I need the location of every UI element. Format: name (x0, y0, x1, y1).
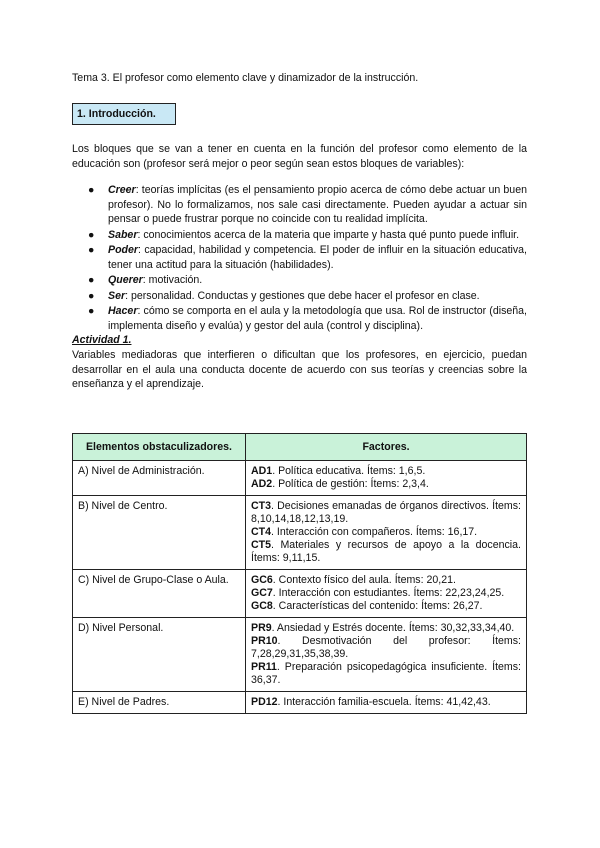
bullet-icon: ● (88, 289, 95, 302)
factor-entry (251, 526, 521, 539)
block-term: Hacer (108, 305, 138, 317)
factor-entry (251, 635, 521, 661)
factor-entry (251, 696, 521, 709)
factor-text: . Interacción familia-escuela. Ítems: 41,42,43. (277, 696, 491, 708)
factor-text: . Interacción con compañeros. Ítems: 16,17. (271, 526, 478, 538)
table-row (73, 461, 527, 496)
factor-text: . Materiales y recursos de apoyo a la docencia. Ítems: 9,11,15. (251, 539, 521, 564)
factor-code: PR10 (251, 635, 278, 647)
factor-text: . Decisiones emanadas de órganos directivos. Ítems: 8,10,14,18,12,13,19. (251, 500, 521, 525)
level-cell: A) Nivel de Administración. (73, 461, 246, 496)
factors-cell (246, 692, 527, 714)
factor-entry (251, 478, 521, 491)
block-term: Ser (108, 289, 126, 302)
bullet-icon: ● (88, 228, 95, 241)
factor-code: GC7 (251, 587, 273, 599)
level-cell: E) Nivel de Padres. (73, 692, 246, 714)
block-text: : personalidad. Conductas y gestiones que debe hacer el profesor en clase. (125, 289, 480, 302)
table-row (73, 618, 527, 692)
block-text: : conocimientos acerca de la materia que imparte y hasta qué punto puede influir. (137, 228, 520, 241)
blocks-list (72, 183, 527, 334)
bullet-icon: ● (88, 305, 95, 317)
list-item (72, 289, 527, 304)
factors-cell (246, 618, 527, 692)
block-term: Creer (108, 184, 136, 196)
block-term: Saber (108, 228, 138, 241)
factor-entry (251, 661, 521, 687)
factor-text: . Contexto físico del aula. Ítems: 20,21. (272, 574, 456, 586)
factor-text: . Política educativa. Ítems: 1,6,5. (272, 465, 426, 477)
block-term: Querer (108, 274, 143, 286)
factor-entry (251, 622, 521, 635)
factor-code: PR9 (251, 622, 272, 634)
factor-code: CT4 (251, 526, 272, 538)
factor-text: . Interacción con estudiantes. Ítems: 22,23,24,25. (272, 587, 505, 599)
column-header-elements: Elementos obstaculizadores. (73, 434, 246, 461)
table-row (73, 692, 527, 714)
intro-paragraph: Los bloques que se van a tener en cuenta en la función del profesor como elemento de la educación son (profesor será mejor o peor según sean estos bloques de variables): (72, 143, 527, 170)
factor-code: PR11 (251, 661, 277, 673)
factor-code: CT5 (251, 539, 272, 551)
factor-text: . Desmotivación del profesor: Ítems: 7,28,29,31,35,38,39. (251, 635, 521, 660)
factor-entry (251, 587, 521, 600)
block-term: Poder (108, 244, 139, 256)
factors-table (72, 433, 527, 714)
factor-entry (251, 539, 521, 565)
topic-title: Tema 3. El profesor como elemento clave y dinamizador de la instrucción. (72, 72, 419, 84)
factor-code: AD1 (251, 465, 273, 477)
table-row (73, 570, 527, 618)
factor-code: GC8 (251, 600, 273, 612)
factor-text: . Preparación psicopedagógica insuficiente. Ítems: 36,37. (251, 661, 521, 686)
bullet-icon: ● (88, 184, 95, 196)
level-cell: B) Nivel de Centro. (73, 496, 246, 570)
section-heading: 1. Introducción. (72, 103, 176, 125)
factor-code: GC6 (251, 574, 273, 586)
factor-entry (251, 500, 521, 526)
factors-cell (246, 570, 527, 618)
list-item (72, 243, 527, 272)
factor-entry (251, 600, 521, 613)
level-cell: C) Nivel de Grupo-Clase o Aula. (73, 570, 246, 618)
factor-entry (251, 465, 521, 478)
factor-text: . Política de gestión: Ítems: 2,3,4. (272, 478, 429, 490)
factor-text: . Características del contenido: Ítems: 26,27. (272, 600, 483, 612)
block-text: : motivación. (142, 274, 203, 286)
activity-title: Actividad 1. (72, 334, 132, 346)
list-item (72, 273, 527, 288)
factor-text: . Ansiedad y Estrés docente. Ítems: 30,32,33,34,40. (271, 622, 515, 634)
factor-code: PD12 (251, 696, 278, 708)
bullet-icon: ● (88, 244, 95, 256)
bullet-icon: ● (88, 274, 95, 286)
factor-entry (251, 574, 521, 587)
block-text: : cómo se comporta en el aula y la metodología que usa. Rol de instructor (diseña, implementa diseño y evalúa) y gestor del aula (control y disciplina). (108, 305, 527, 332)
factor-code: CT3 (251, 500, 272, 512)
column-header-factors: Factores. (246, 434, 527, 461)
factor-code: AD2 (251, 478, 273, 490)
factors-cell (246, 496, 527, 570)
factors-cell (246, 461, 527, 496)
level-cell: D) Nivel Personal. (73, 618, 246, 692)
table-row (73, 496, 527, 570)
list-item (72, 183, 527, 227)
block-text: : teorías implícitas (es el pensamiento propio acerca de cómo debe actuar un buen profesor). No lo formalizamos, nos sale casi directamente. Pueden ayudar a actuar sin pensar o puede frustrar porque no coincide con tu realidad implícita. (108, 184, 527, 225)
list-item (72, 228, 527, 243)
list-item (72, 304, 527, 333)
activity-text: Variables mediadoras que interfieren o dificultan que los profesores, en ejercicio, puedan desarrollar en el aula una conducta docente de acuerdo con sus teorías y creencias sobre la enseñanza y el aprendizaje. (72, 349, 527, 390)
table-header-row (73, 434, 527, 461)
block-text: : capacidad, habilidad y competencia. El poder de influir en la situación educativa, tener una actitud para la situación (habilidades). (108, 244, 527, 271)
